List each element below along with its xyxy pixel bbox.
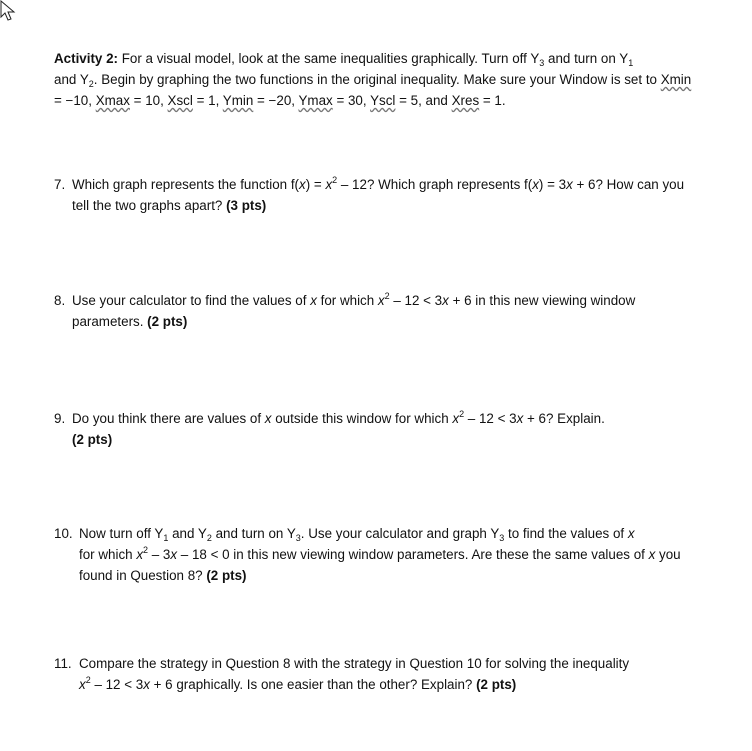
question-7 <box>54 174 694 216</box>
mouse-cursor-icon <box>0 0 22 24</box>
question-9 <box>54 408 694 450</box>
points-label: (2 pts) <box>206 568 247 583</box>
points-label: (2 pts) <box>72 432 113 447</box>
question-10 <box>54 523 694 586</box>
question-number: 9. <box>54 411 66 426</box>
question-11 <box>54 653 694 695</box>
question-text: Compare the strategy in Question 8 with the strategy in Question 10 for solving the inequality $x^2 - 12 < 3x + 6$ graphically. Is one easier than the other? Explain? (2 pts) <box>79 656 630 692</box>
question-text: Which graph represents the function $f(x) = x^2 - 12$? Which graph represents f(x) = 3x + 6? How can you tell the two graphs apart? (3 pts) <box>72 175 685 213</box>
question-text: Do you think there are values of x outside this window for which $x^2 - 12 < 3x + 6$? Explain. (2 pts) <box>72 409 605 447</box>
question-number: 11. <box>54 656 72 671</box>
question-text: Use your calculator to find the values of x for which $x^2 - 12 < 3x + 6$ in this new viewing window parameters. (2 pts) <box>72 291 636 329</box>
points-label: (3 pts) <box>226 198 267 213</box>
points-label: (2 pts) <box>147 314 188 329</box>
activity-intro: Activity 2: For a visual model, look at the same inequalities graphically. Turn off $Y_3$ and turn on $Y_1$ and $Y_2$. Begin by graphing the two functions in the original inequality. Make sure your Window is set to Xmin = −10, Xmax = 10, Xscl = 1, Ymin = −20, Ymax = 30, Yscl = 5, and Xres = 1. <box>54 51 692 108</box>
question-8 <box>54 290 694 332</box>
question-number: 8. <box>54 293 66 308</box>
question-number: 7. <box>54 177 66 192</box>
question-number: 10. <box>54 526 73 541</box>
question-text: Now turn off $Y_1$ and $Y_2$ and turn on $Y_3$. Use your calculator and graph $Y_3$ to find the values of x for which $x^2 - 3x - 18 < 0$ in this new viewing window parameters. Are these the same values of x you found in Question 8? (2 pts) <box>79 526 681 583</box>
points-label: (2 pts) <box>476 677 517 692</box>
activity-label: Activity 2: <box>54 51 118 66</box>
